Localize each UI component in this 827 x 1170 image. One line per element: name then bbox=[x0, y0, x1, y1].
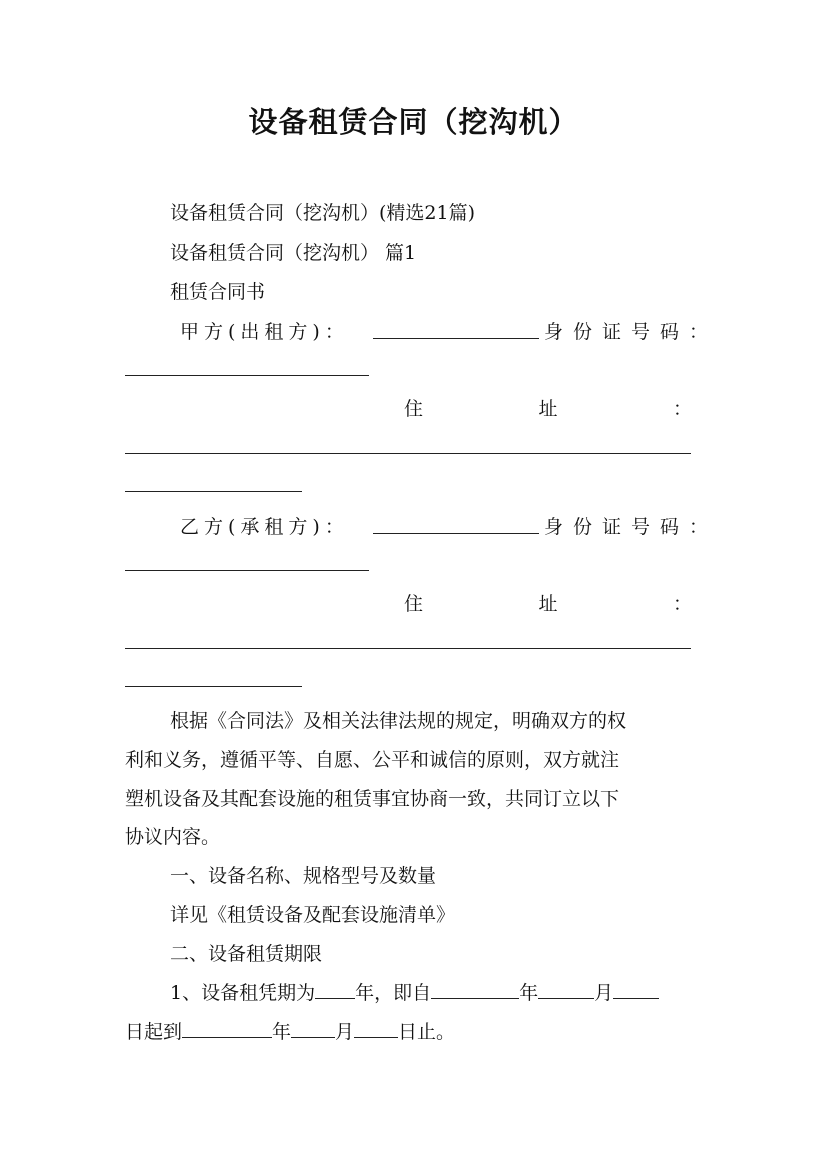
party-b-id-label: 身份证号码： bbox=[544, 516, 719, 538]
party-a-id-label: 身份证号码： bbox=[544, 321, 719, 343]
term-text: 年 bbox=[519, 982, 539, 1004]
party-a-label: 甲方(出租方)： bbox=[180, 321, 349, 343]
address-char: ： bbox=[672, 593, 692, 615]
years-blank bbox=[315, 979, 355, 999]
address-char: 址 bbox=[538, 398, 558, 420]
term-text: 1、设备租凭期为 bbox=[170, 982, 316, 1004]
party-b-label: 乙方(承租方)： bbox=[180, 516, 349, 538]
document-title: 设备租赁合同（挖沟机） bbox=[248, 105, 579, 139]
term-text: 年，即自 bbox=[355, 982, 432, 1004]
party-b-address-label bbox=[404, 589, 692, 616]
party-a-address-blank-2 bbox=[125, 491, 302, 492]
party-a-address-label bbox=[404, 394, 692, 421]
end-day-blank bbox=[354, 1018, 398, 1038]
term-text: 日起到 bbox=[125, 1021, 183, 1043]
section-2-heading: 二、设备租赁期限 bbox=[170, 943, 323, 965]
term-text: 日止。 bbox=[398, 1021, 456, 1043]
term-text: 月 bbox=[594, 982, 614, 1004]
section-1-heading: 一、设备名称、规格型号及数量 bbox=[170, 865, 437, 887]
address-char: 址 bbox=[538, 593, 558, 615]
document-subtitle: 设备租赁合同（挖沟机）(精选21篇) bbox=[170, 202, 476, 224]
start-day-blank bbox=[613, 979, 659, 999]
party-b-name-blank bbox=[373, 533, 539, 534]
paragraph-line: 塑机设备及其配套设施的租赁事宜协商一致，共同订立以下 bbox=[125, 788, 620, 810]
party-b-address-blank-2 bbox=[125, 686, 302, 687]
address-char: 住 bbox=[404, 593, 424, 615]
contract-heading: 租赁合同书 bbox=[170, 281, 266, 303]
party-b-address-blank-1 bbox=[125, 648, 691, 649]
end-year-blank bbox=[182, 1018, 272, 1038]
address-char: 住 bbox=[404, 398, 424, 420]
term-line-1 bbox=[170, 978, 659, 1005]
start-month-blank bbox=[538, 979, 594, 999]
term-line-2 bbox=[125, 1017, 455, 1044]
section-1-detail: 详见《租赁设备及配套设施清单》 bbox=[170, 904, 456, 926]
term-text: 年 bbox=[272, 1021, 292, 1043]
party-a-name-blank bbox=[373, 338, 539, 339]
party-b-id-blank bbox=[125, 570, 369, 571]
term-text: 月 bbox=[335, 1021, 355, 1043]
end-month-blank bbox=[291, 1018, 335, 1038]
party-a-address-blank-1 bbox=[125, 453, 691, 454]
paragraph-line: 利和义务，遵循平等、自愿、公平和诚信的原则，双方就注 bbox=[125, 749, 620, 771]
address-char: ： bbox=[672, 398, 692, 420]
chapter-heading: 设备租赁合同（挖沟机） 篇1 bbox=[170, 242, 417, 264]
start-year-blank bbox=[431, 979, 519, 999]
paragraph-line: 协议内容。 bbox=[125, 826, 221, 848]
paragraph-line: 根据《合同法》及相关法律法规的规定，明确双方的权 bbox=[170, 710, 627, 732]
party-a-id-blank bbox=[125, 375, 369, 376]
